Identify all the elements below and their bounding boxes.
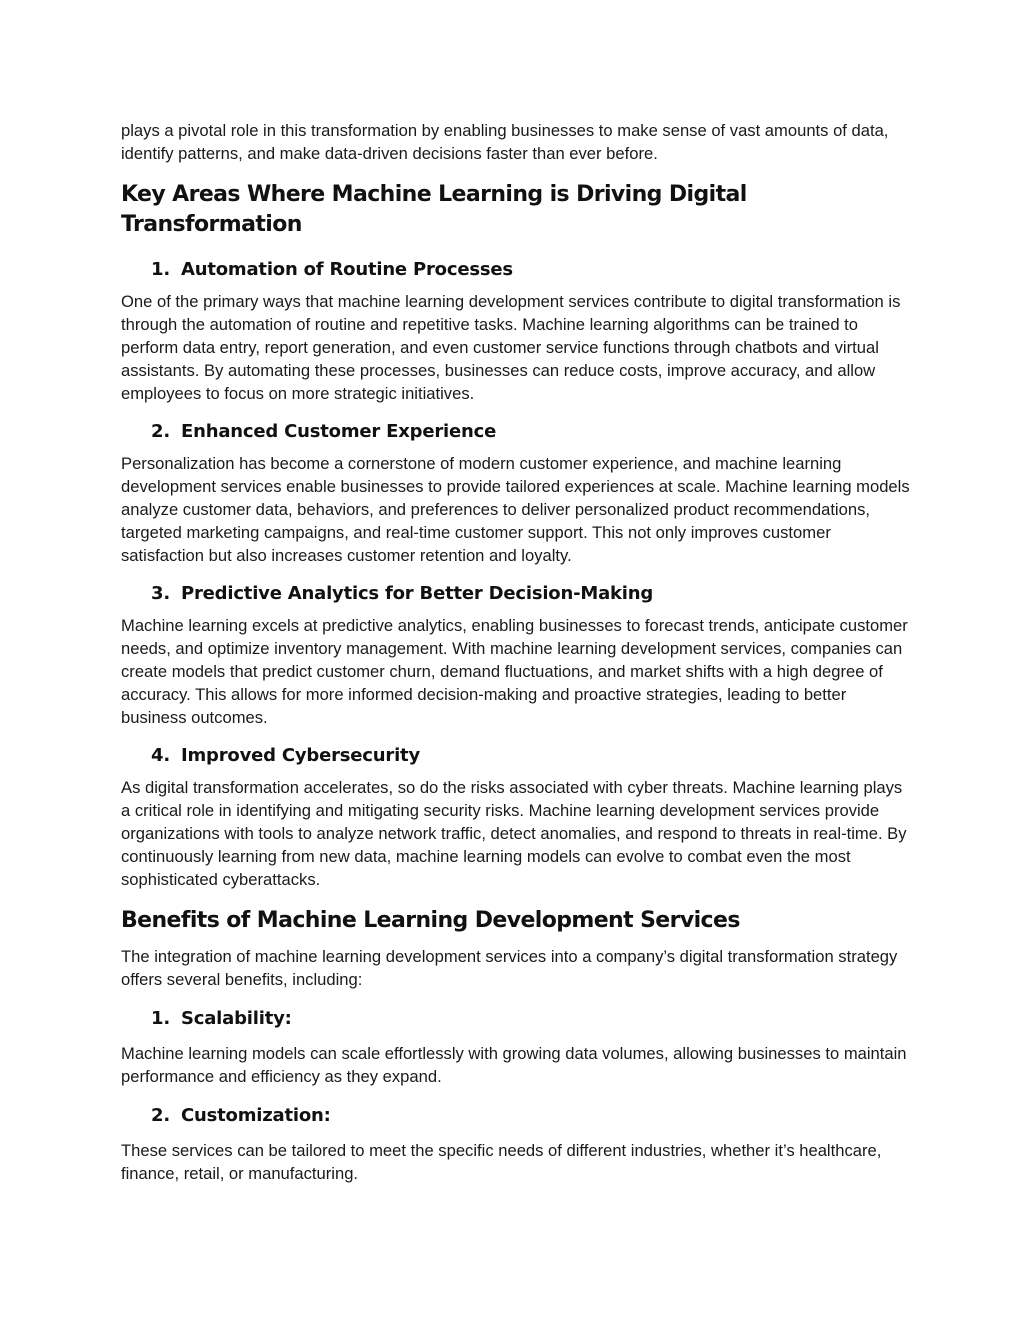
- benefit-item: [121, 1006, 911, 1088]
- item-title: Predictive Analytics for Better Decision-Making: [181, 583, 654, 604]
- item-title: Improved Cybersecurity: [181, 745, 420, 766]
- document-page: [121, 119, 911, 1185]
- key-area-item-text: Personalization has become a cornerstone of modern customer experience, and machine learning development services enable businesses to provide tailored experiences at scale. Machine learning models analyze customer data, behaviors, and preferences to deliver personalized product recommendations, targeted marketing campaigns, and real-time customer support. This not only improves customer satisfaction but also increases customer retention and loyalty.: [121, 454, 910, 565]
- key-area-item: [121, 419, 911, 567]
- item-number: 1.: [151, 259, 170, 280]
- key-area-item-heading: [151, 257, 911, 283]
- benefit-item-heading: [151, 1006, 911, 1032]
- item-number: 1.: [151, 1008, 170, 1029]
- item-title: Customization:: [181, 1105, 331, 1126]
- key-area-item: [121, 743, 911, 891]
- benefits-heading: Benefits of Machine Learning Development Services: [121, 908, 740, 933]
- item-number: 2.: [151, 421, 170, 442]
- key-area-item-text: As digital transformation accelerates, so do the risks associated with cyber threats. Machine learning plays a critical role in identifying and mitigating security risks. Machine learning development services provide organizations with tools to analyze network traffic, detect anomalies, and respond to threats in real-time. By continuously learning from new data, machine learning models can evolve to combat even the most sophisticated cyberattacks.: [121, 778, 907, 889]
- benefit-item: [121, 1103, 911, 1185]
- key-area-item-text: One of the primary ways that machine learning development services contribute to digital transformation is through the automation of routine and repetitive tasks. Machine learning algorithms can be trained to perform data entry, report generation, and even customer service functions through chatbots and virtual assistants. By automating these processes, businesses can reduce costs, improve accuracy, and allow employees to focus on more strategic initiatives.: [121, 292, 901, 403]
- item-number: 2.: [151, 1105, 170, 1126]
- benefits-intro-paragraph: The integration of machine learning development services into a company’s digital transformation strategy offers several benefits, including:: [121, 947, 898, 989]
- item-title: Automation of Routine Processes: [181, 259, 513, 280]
- key-area-item-heading: [151, 581, 911, 607]
- key-area-item-heading: [151, 743, 911, 769]
- benefit-item-heading: [151, 1103, 911, 1129]
- key-areas-heading: Key Areas Where Machine Learning is Driving Digital Transformation: [121, 182, 747, 237]
- benefit-item-text: These services can be tailored to meet the specific needs of different industries, whether it’s healthcare, finance, retail, or manufacturing.: [121, 1141, 882, 1183]
- benefit-item-text: Machine learning models can scale effortlessly with growing data volumes, allowing businesses to maintain performance and efficiency as they expand.: [121, 1044, 907, 1086]
- key-area-item: [121, 257, 911, 405]
- intro-paragraph: plays a pivotal role in this transformation by enabling businesses to make sense of vast amounts of data, identify patterns, and make data-driven decisions faster than ever before.: [121, 121, 889, 163]
- key-area-item: [121, 581, 911, 729]
- item-number: 4.: [151, 745, 170, 766]
- item-title: Enhanced Customer Experience: [181, 421, 497, 442]
- key-area-item-text: Machine learning excels at predictive analytics, enabling businesses to forecast trends, anticipate customer needs, and optimize inventory management. With machine learning development services, companies can create models that predict customer churn, demand fluctuations, and market shifts with a high degree of accuracy. This allows for more informed decision-making and proactive strategies, leading to better business outcomes.: [121, 616, 908, 727]
- item-number: 3.: [151, 583, 170, 604]
- key-area-item-heading: [151, 419, 911, 445]
- item-title: Scalability:: [181, 1008, 292, 1029]
